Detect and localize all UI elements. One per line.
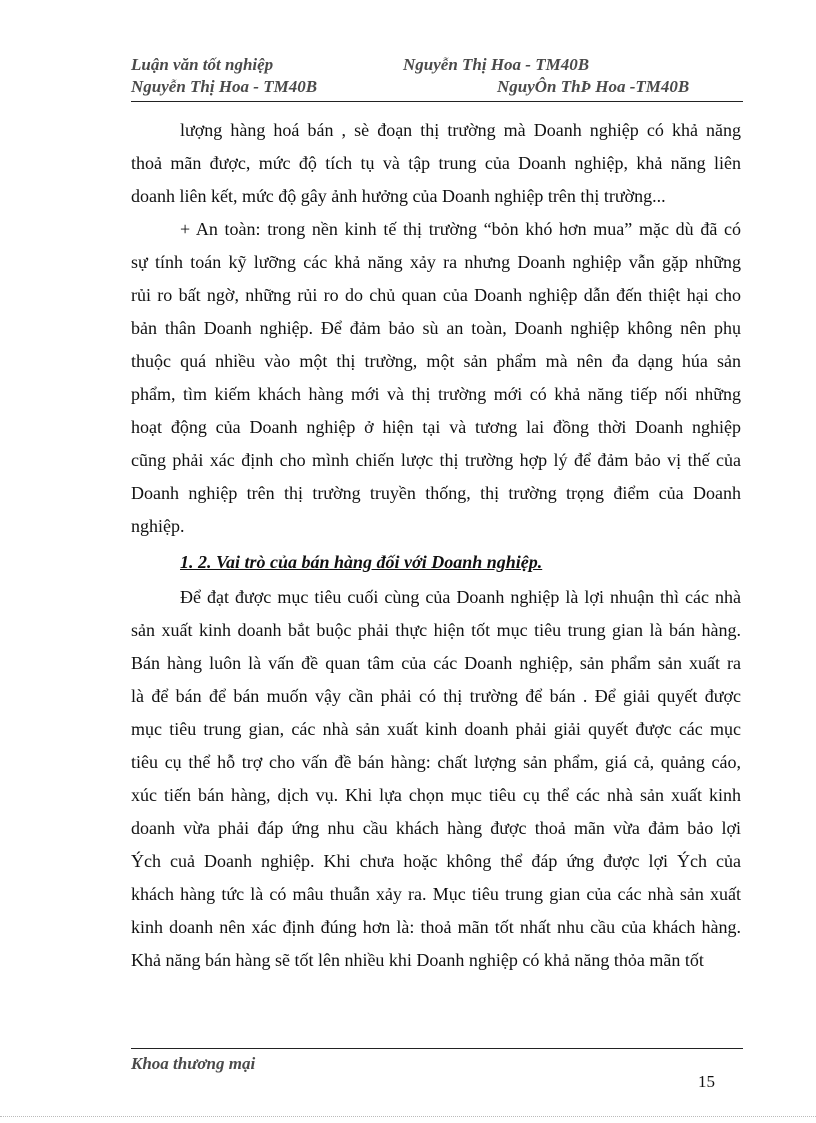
body-line: phẩm, tìm kiếm khách hàng mới và thị trường mới có khả năng tiếp nối những [131,384,741,404]
body-line: thuộc quá nhiều vào một thị trường, một sản phẩm mà nên đa dạng húa sản [131,351,741,371]
body-line: xúc tiến bán hàng, dịch vụ. Khi lựa chọn mục tiêu cụ thể các nhà sản xuất kinh [131,785,741,805]
body-line: cũng phải xác định cho mình chiến lược thị trường hợp lý để đảm bảo vị thế của [131,450,741,470]
body-line: doanh vừa phải đáp ứng nhu cầu khách hàng được thoả mãn vừa đảm bảo lợi [131,818,741,838]
body-line: doanh liên kết, mức độ gây ảnh hưởng của Doanh nghiệp trên thị trường... [131,186,666,206]
header-author-left: Nguyễn Thị Hoa - TM40B [131,77,318,96]
footer-department: Khoa thương mại [131,1054,256,1073]
body-line: nghiệp. [131,516,185,536]
body-line: rủi ro bất ngờ, những rủi ro do chủ quan của Doanh nghiệp dẫn đến thiệt hại cho [131,285,741,305]
body-line: Ých cuả Doanh nghiệp. Khi chưa hoặc không thể đáp ứng được lợi Ých của [131,851,741,871]
body-line: Khả năng bán hàng sẽ tốt lên nhiều khi Doanh nghiệp có khả năng thỏa mãn tốt [131,950,704,970]
body-line: là để bán để bán muốn vậy cần phải có thị trường để bán . Để giải quyết được [131,686,741,706]
body-line: Doanh nghiệp trên thị trường truyền thống, thị trường trọng điểm của Doanh [131,483,741,503]
body-line: Để đạt được mục tiêu cuối cùng của Doanh nghiệp là lợi nhuận thì các nhà [180,587,741,607]
body-line: Bán hàng luôn là vấn đề quan tâm của các Doanh nghiệp, sản phẩm sản xuất ra [131,653,741,673]
header-author-top: Nguyễn Thị Hoa - TM40B [403,55,590,74]
body-line: sản xuất kinh doanh bắt buộc phải thực hiện tốt mục tiêu trung gian là bán hàng. [131,620,741,640]
body-line: sự tính toán kỹ lưỡng các khả năng xảy ra nhưng Doanh nghiệp vẫn gặp những [131,252,741,272]
body-line: mục tiêu trung gian, các nhà sản xuất kinh doanh phải giải quyết được các mục [131,719,741,739]
footer-rule [131,1048,743,1049]
body-line: hoạt động của Doanh nghiệp ở hiện tại và tương lai đồng thời Doanh nghiệp [131,417,741,437]
body-line: tiêu cụ thể hỗ trợ cho vấn đề bán hàng: chất lượng sản phẩm, giá cả, quảng cáo, [131,752,741,772]
body-line: bản thân Doanh nghiệp. Để đảm bảo sù an toàn, Doanh nghiệp không nên phụ [131,318,741,338]
header-author-right: NguyÔn ThÞ Hoa -TM40B [497,77,690,96]
section-heading: 1. 2. Vai trò của bán hàng đối với Doanh nghiệp. [180,552,543,572]
body-line: lượng hàng hoá bán , sè đoạn thị trường mà Doanh nghiệp có khả năng [180,120,741,140]
page-number: 15 [698,1072,715,1091]
page-edge-dots [0,1116,816,1117]
body-line: khách hàng tức là có mâu thuẫn xảy ra. Mục tiêu trung gian của các nhà sản xuất [131,884,741,904]
body-line: thoả mãn được, mức độ tích tụ và tập trung của Doanh nghiệp, khả năng liên [131,153,741,173]
body-line: + An toàn: trong nền kinh tế thị trường “bỏn khó hơn mua” mặc dù đã có [180,219,741,239]
body-line: kinh doanh nên xác định đúng hơn là: thoả mãn tốt nhất nhu cầu của khách hàng. [131,917,741,937]
header-thesis-title: Luận văn tốt nghiệp [131,55,274,74]
header-rule [131,101,743,102]
